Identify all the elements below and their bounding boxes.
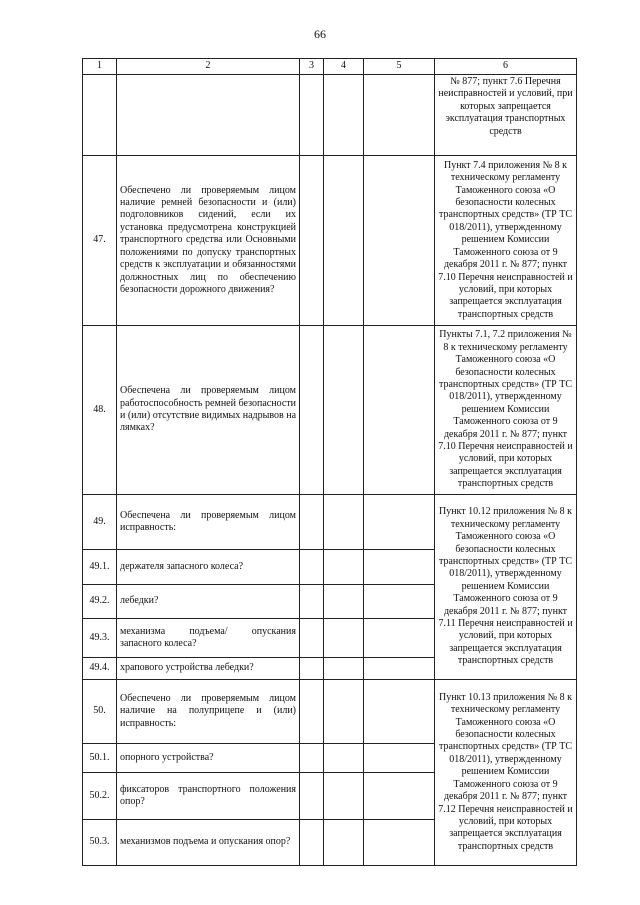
reference-cell: Пункт 10.12 приложения № 8 к техническому регламенту Таможенного союза «О безопасности колесных транспортных средств» (ТР ТС 018/2011), утвержденному решением Комиссии Таможенного союза от 9 декабря 2011 г. № 877; пункт 7.11 Перечня неисправностей и условий, при которых запрещается эксплуатация транспортных средств <box>435 495 577 680</box>
empty-cell <box>364 658 435 680</box>
empty-cell <box>324 619 364 658</box>
empty-cell <box>300 495 324 550</box>
column-header: 1 <box>83 59 117 75</box>
reference-cell: Пункт 10.13 приложения № 8 к техническому регламенту Таможенного союза «О безопасности колесных транспортных средств» (ТР ТС 018/2011), утвержденному решением Комиссии Таможенного союза от 9 декабря 2011 г. № 877; пункт 7.12 Перечня неисправностей и условий, при которых запрещается эксплуатация транспортных средств <box>435 680 577 866</box>
column-header: 4 <box>324 59 364 75</box>
row-number: 49.3. <box>83 619 117 658</box>
reference-cell: Пункты 7.1, 7.2 приложения № 8 к техническому регламенту Таможенного союза «О безопасности колесных транспортных средств» (ТР ТС 018/2011), утвержденному решением Комиссии Таможенного союза от 9 декабря 2011 г. № 877; пункт 7.10 Перечня неисправностей и условий, при которых запрещается эксплуатация транспортных средств <box>435 326 577 495</box>
empty-cell <box>300 156 324 326</box>
question-cell: фиксаторов транспортного положения опор? <box>117 773 300 820</box>
empty-cell <box>324 75 364 156</box>
row-number: 49.4. <box>83 658 117 680</box>
table-row <box>83 495 577 550</box>
empty-cell <box>364 326 435 495</box>
empty-cell <box>300 619 324 658</box>
row-number: 49.1. <box>83 550 117 585</box>
row-number: 47. <box>83 156 117 326</box>
empty-cell <box>324 495 364 550</box>
empty-cell <box>364 495 435 550</box>
row-number: 50.1. <box>83 744 117 773</box>
empty-cell <box>300 744 324 773</box>
question-cell: механизмов подъема и опускания опор? <box>117 820 300 866</box>
question-cell: Обеспечено ли проверяемым лицом наличие на полуприцепе и (или) исправность: <box>117 680 300 744</box>
row-number: 50.3. <box>83 820 117 866</box>
empty-cell <box>324 744 364 773</box>
column-header: 5 <box>364 59 435 75</box>
empty-cell <box>300 773 324 820</box>
row-number: 49. <box>83 495 117 550</box>
row-number: 50.2. <box>83 773 117 820</box>
requirements-table <box>82 58 577 866</box>
question-cell: храпового устройства лебедки? <box>117 658 300 680</box>
empty-cell <box>364 680 435 744</box>
empty-cell <box>300 585 324 619</box>
empty-cell <box>324 156 364 326</box>
empty-cell <box>324 326 364 495</box>
row-number <box>83 75 117 156</box>
empty-cell <box>324 585 364 619</box>
reference-cell: Пункт 7.4 приложения № 8 к техническому регламенту Таможенного союза «О безопасности колесных транспортных средств» (ТР ТС 018/2011), утвержденному решением Комиссии Таможенного союза от 9 декабря 2011 г. № 877; пункт 7.10 Перечня неисправностей и условий, при которых запрещается эксплуатация транспортных средств <box>435 156 577 326</box>
empty-cell <box>364 75 435 156</box>
table-row <box>83 156 577 326</box>
question-cell: механизма подъема/ опускания запасного колеса? <box>117 619 300 658</box>
empty-cell <box>364 156 435 326</box>
question-cell <box>117 75 300 156</box>
empty-cell <box>324 820 364 866</box>
empty-cell <box>364 550 435 585</box>
empty-cell <box>364 820 435 866</box>
table-header-row <box>83 59 577 75</box>
empty-cell <box>364 773 435 820</box>
empty-cell <box>300 658 324 680</box>
column-header: 2 <box>117 59 300 75</box>
empty-cell <box>364 744 435 773</box>
column-header: 3 <box>300 59 324 75</box>
question-cell: Обеспечена ли проверяемым лицом работоспособность ремней безопасности и (или) отсутствие видимых надрывов на лямках? <box>117 326 300 495</box>
row-number: 48. <box>83 326 117 495</box>
question-cell: Обеспечена ли проверяемым лицом исправность: <box>117 495 300 550</box>
reference-cell: № 877; пункт 7.6 Перечня неисправностей и условий, при которых запрещается эксплуатация транспортных средств <box>435 75 577 156</box>
row-number: 49.2. <box>83 585 117 619</box>
empty-cell <box>300 680 324 744</box>
empty-cell <box>364 619 435 658</box>
page-number: 66 <box>314 27 326 41</box>
empty-cell <box>324 773 364 820</box>
empty-cell <box>300 550 324 585</box>
question-cell: опорного устройства? <box>117 744 300 773</box>
question-cell: лебедки? <box>117 585 300 619</box>
empty-cell <box>300 75 324 156</box>
empty-cell <box>324 680 364 744</box>
empty-cell <box>300 820 324 866</box>
table-row <box>83 326 577 495</box>
empty-cell <box>364 585 435 619</box>
empty-cell <box>300 326 324 495</box>
table-row <box>83 680 577 744</box>
row-number: 50. <box>83 680 117 744</box>
table-row <box>83 75 577 156</box>
question-cell: держателя запасного колеса? <box>117 550 300 585</box>
empty-cell <box>324 658 364 680</box>
question-cell: Обеспечено ли проверяемым лицом наличие ремней безопасности и (или) подголовников сидений, если их установка предусмотрена конструкцией транспортного средства или Основными положениями по допуску транспортных средств к эксплуатации и обязанностями должностных лиц по обеспечению безопасности дорожного движения? <box>117 156 300 326</box>
empty-cell <box>324 550 364 585</box>
column-header: 6 <box>435 59 577 75</box>
